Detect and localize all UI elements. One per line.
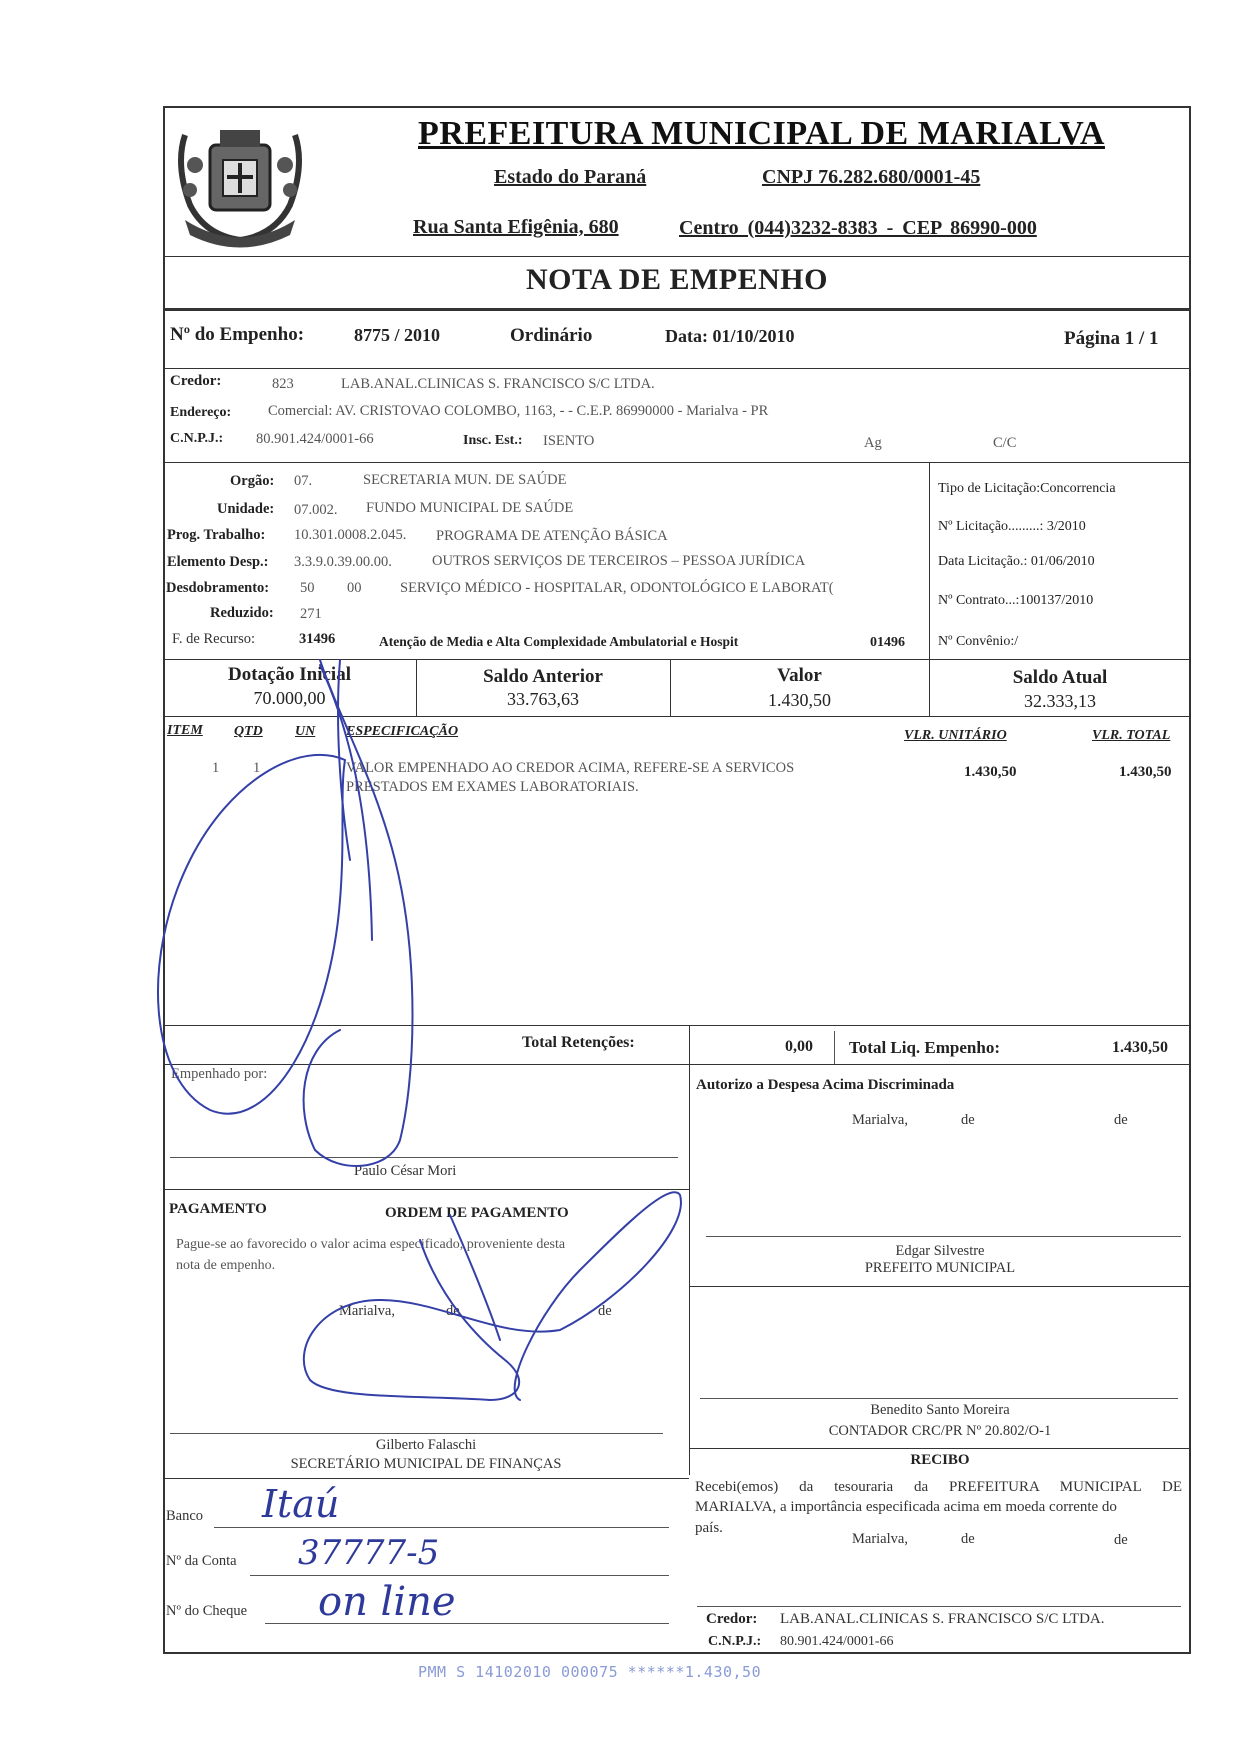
signature-line [697,1606,1181,1607]
signature-line [170,1433,663,1434]
recibo-cnpj: 80.901.424/0001-66 [780,1634,894,1649]
col-un: UN [295,724,316,739]
banco-label: Banco [166,1508,204,1524]
numero-contrato: Nº Contrato...:100137/2010 [938,593,1094,608]
conta-line [250,1575,669,1576]
empenho-date: Data: 01/10/2010 [665,326,795,346]
signature-line [700,1398,1178,1399]
street-address: Rua Santa Efigênia, 680 [413,216,619,238]
pagamento-text-line1: Pague-se ao favorecido o valor acima especificado, proveniente desta [176,1237,566,1252]
fonte-code: 31496 [299,631,336,647]
recibo-de1: de [961,1531,975,1547]
col-qtd: QTD [234,724,263,739]
recibo-text-line1: Recebi(emos) da tesouraria da PREFEITURA MUNICIPAL DE [695,1479,1182,1495]
valor-value: 1.430,50 [768,690,831,710]
cnpj-header: CNPJ 76.282.680/0001-45 [762,166,981,188]
saldo-atual-value: 32.333,13 [1024,691,1096,711]
empenhado-label: Empenhado por: [171,1066,268,1082]
desdobramento-a: 50 [300,580,315,596]
credor-code: 823 [272,376,294,392]
orgao-name: SECRETARIA MUN. DE SAÚDE [363,472,567,488]
cheque-label: Nº do Cheque [166,1603,248,1619]
signature-line [706,1236,1181,1237]
credor-cnpj: 80.901.424/0001-66 [256,431,374,447]
liq-label: Total Liq. Empenho: [849,1038,1000,1057]
item-spec-line2: PRESTADOS EM EXAMES LABORATORIAIS. [346,779,639,795]
ag-label: Ag [864,435,882,451]
secretario-role: SECRETÁRIO MUNICIPAL DE FINANÇAS [290,1456,562,1472]
divider [163,368,1191,369]
pagamento-text-line2: nota de empenho. [176,1258,276,1273]
divider [163,1025,1191,1026]
credor-address: Comercial: AV. CRISTOVAO COLOMBO, 1163, - - C.E.P. 86990000 - Marialva - PR [268,403,769,419]
contador-role: CONTADOR CRC/PR Nº 20.802/O-1 [828,1423,1052,1439]
elemento-label: Elemento Desp.: [167,554,269,570]
col-vlr-unitario: VLR. UNITÁRIO [904,728,1007,743]
contador-name: Benedito Santo Moreira [870,1402,1010,1418]
divider [689,1448,1191,1449]
retencoes-label: Total Retenções: [522,1034,635,1051]
fonte-label: F. de Recurso: [172,631,256,647]
saldo-anterior-label: Saldo Anterior [483,666,603,687]
empenho-number: 8775 / 2010 [354,325,441,345]
conta-label: Nº da Conta [166,1553,237,1569]
recibo-credor-name: LAB.ANAL.CLINICAS S. FRANCISCO S/C LTDA. [780,1611,1105,1627]
unidade-code: 07.002. [294,502,338,518]
divider [163,256,1191,257]
recibo-de2: de [1114,1532,1128,1548]
desdobramento-name: SERVIÇO MÉDICO - HOSPITALAR, ODONTOLÓGICO E LABORAT( [400,580,834,596]
state-label: Estado do Paraná [494,166,647,188]
signature-line [170,1157,678,1158]
prefeito-role: PREFEITO MUNICIPAL [864,1260,1016,1276]
pagamento-city: Marialva, [339,1303,395,1319]
liq-value: 1.430,50 [1112,1039,1168,1056]
conta-handwritten: 37777-5 [298,1533,440,1573]
col-vlr-total: VLR. TOTAL [1092,728,1171,743]
item-total-value: 1.430,50 [1119,764,1172,780]
autorizo-de1: de [961,1112,975,1128]
col-item: ITEM [167,723,203,738]
elemento-code: 3.3.9.0.39.00.00. [294,554,392,570]
banco-handwritten: Itaú [262,1482,340,1526]
divider [163,1478,689,1479]
secretario-name: Gilberto Falaschi [375,1437,477,1453]
desdobramento-b: 00 [347,580,362,596]
divider [163,1064,1191,1065]
dotacao-value: 70.000,00 [253,688,326,708]
valor-label: Valor [777,665,822,686]
divider [689,1286,1191,1287]
col-especificacao: ESPECIFICAÇÃO [346,724,459,739]
recibo-city: Marialva, [852,1531,908,1547]
tipo-licitacao: Tipo de Licitação:Concorrencia [938,481,1116,496]
fonte-num: 01496 [870,635,905,650]
divider [163,1189,689,1190]
prefeitura-title: PREFEITURA MUNICIPAL DE MARIALVA [418,115,1105,152]
empenho-type: Ordinário [510,325,593,346]
recibo-text-line2: MARIALVA, a importância especificada acima em moeda corrente do [695,1499,1117,1515]
retencoes-value: 0,00 [785,1038,813,1055]
contact-info: Centro (044)3232-8383 - CEP 86990-000 [679,217,1037,239]
cheque-handwritten: on line [318,1579,456,1625]
empenhado-name: Paulo César Mori [354,1163,457,1179]
page-number: Página 1 / 1 [1064,328,1159,349]
unidade-name: FUNDO MUNICIPAL DE SAÚDE [366,500,574,516]
autorizo-city: Marialva, [852,1112,908,1128]
prog-code: 10.301.0008.2.045. [294,527,407,543]
empenho-label: Nº do Empenho: [170,324,305,345]
divider [163,462,1191,463]
dotacao-label: Dotação Inicial [228,664,351,685]
divider [834,1031,835,1064]
orgao-code: 07. [294,473,313,489]
credor-insc: ISENTO [543,433,595,449]
divider [929,462,930,659]
authentication-stamp: PMM S 14102010 000075 ******1.430,50 [418,1663,762,1681]
credor-name: LAB.ANAL.CLINICAS S. FRANCISCO S/C LTDA. [341,376,655,392]
recibo-credor-label: Credor: [706,1611,758,1627]
cnpj-label: C.N.P.J.: [170,431,224,446]
prog-label: Prog. Trabalho: [167,527,266,543]
orgao-label: Orgão: [230,473,275,489]
cc-label: C/C [993,435,1017,451]
insc-label: Insc. Est.: [463,433,523,448]
recibo-title: RECIBO [910,1452,970,1468]
reduzido-label: Reduzido: [210,605,274,621]
item-spec-line1: VALOR EMPENHADO AO CREDOR ACIMA, REFERE-SE A SERVICOS [346,760,795,776]
item-number: 1 [212,760,220,776]
divider [163,659,1191,660]
prog-name: PROGRAMA DE ATENÇÃO BÁSICA [436,528,668,544]
pagamento-de2: de [598,1303,612,1319]
elemento-name: OUTROS SERVIÇOS DE TERCEIROS – PESSOA JURÍDICA [432,553,806,569]
pagamento-label: PAGAMENTO [169,1201,267,1217]
saldo-anterior-value: 33.763,63 [507,689,579,709]
credor-label: Credor: [170,373,222,389]
banco-line [214,1527,669,1528]
recibo-text-line3: país. [695,1520,723,1536]
divider [163,716,1191,717]
document-title: NOTA DE EMPENHO [526,263,828,296]
ordem-pagamento-label: ORDEM DE PAGAMENTO [385,1205,569,1221]
autorizo-label: Autorizo a Despesa Acima Discriminada [696,1077,955,1093]
numero-licitacao: Nº Licitação.........: 3/2010 [938,519,1086,534]
pagamento-de1: de [446,1303,460,1319]
numero-convenio: Nº Convênio:/ [938,634,1019,649]
unidade-label: Unidade: [217,501,275,517]
item-unit-value: 1.430,50 [964,764,1017,780]
autorizo-de2: de [1114,1112,1128,1128]
data-licitacao: Data Licitação.: 01/06/2010 [938,554,1095,569]
item-qtd: 1 [253,760,261,776]
endereco-label: Endereço: [170,405,232,420]
reduzido-code: 271 [300,606,322,622]
saldo-atual-label: Saldo Atual [1012,667,1108,688]
fonte-name: Atenção de Media e Alta Complexidade Ambulatorial e Hospit [379,634,739,649]
divider [163,308,1191,311]
desdobramento-label: Desdobramento: [166,580,270,596]
prefeito-name: Edgar Silvestre [895,1243,985,1259]
recibo-cnpj-label: C.N.P.J.: [708,1634,762,1649]
